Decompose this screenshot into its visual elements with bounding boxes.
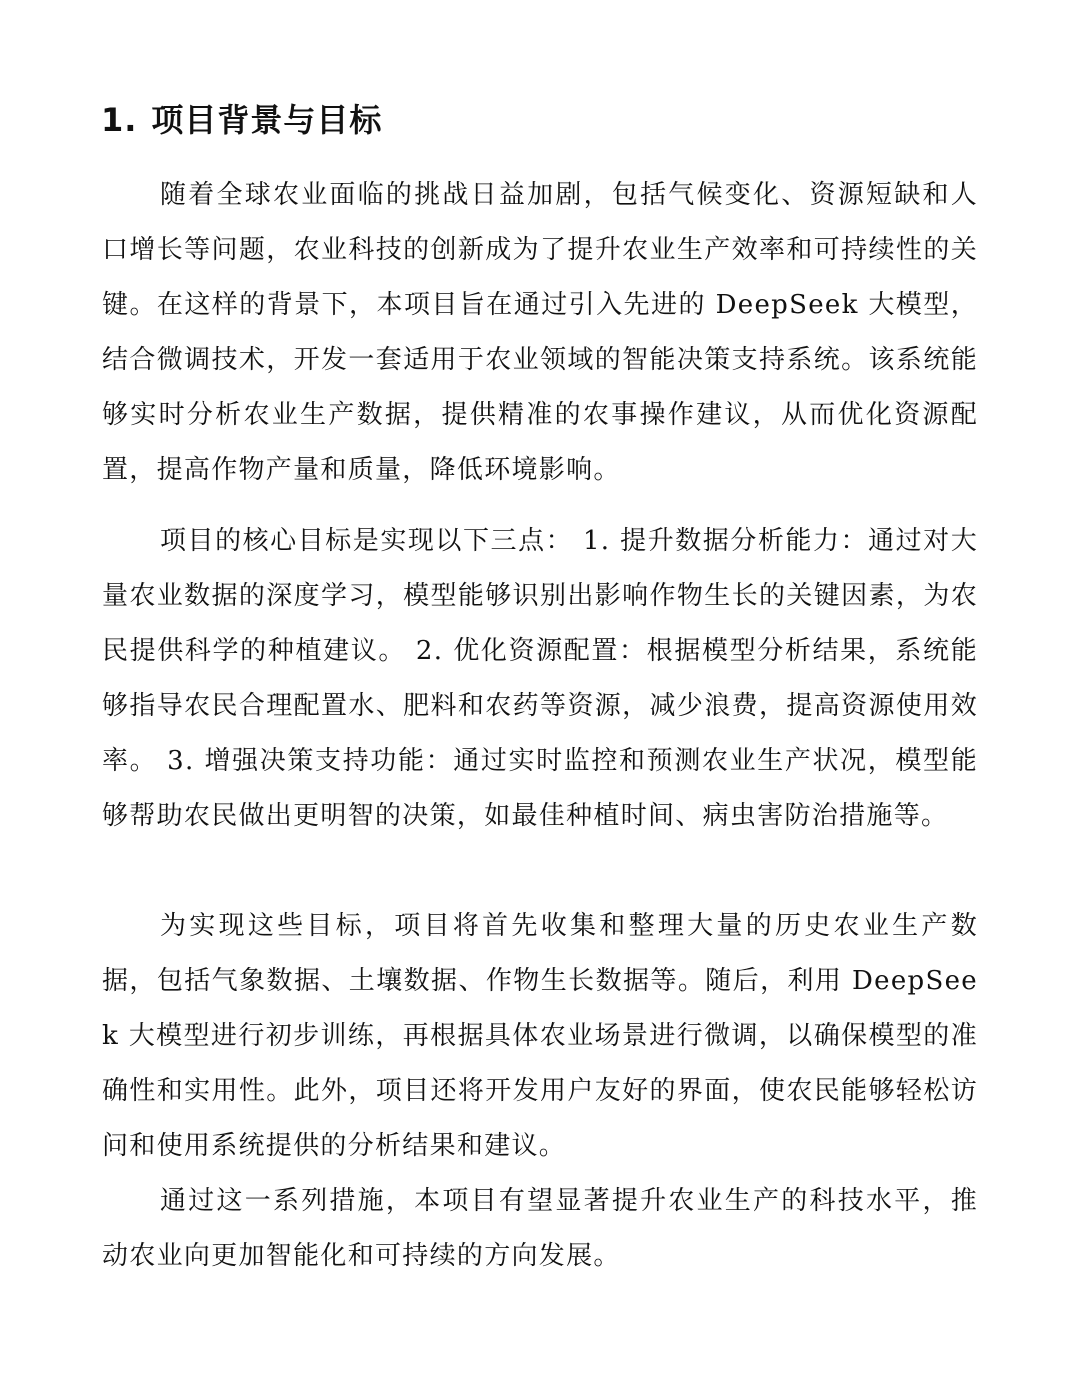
paragraph-conclusion [102,1174,978,1284]
paragraph: 随着全球农业面临的挑战日益加剧，包括气候变化、资源短缺和人口增长等问题，农业科技的创新成为了提升农业生产效率和可持续性的关键。在这样的背景下，本项目旨在通过引入先进的 DeepSeek 大模型，结合微调技术，开发一套适用于农业领域的智能决策支持系统。该系统能够实时分析农业生产数据，提供精准的农事操作建议，从而优化资源配置，提高作物产量和质量，降低环境影响。 [102,180,978,485]
section-number: 1. [101,101,138,139]
paragraph: 通过这一系列措施，本项目有望显著提升农业生产的科技水平，推动农业向更加智能化和可持续的方向发展。 [102,1186,978,1271]
section-heading [101,98,382,142]
paragraph: 项目的核心目标是实现以下三点： 1. 提升数据分析能力：通过对大量农业数据的深度学习，模型能够识别出影响作物生长的关键因素，为农民提供科学的种植建议。 2. 优化资源配置：根据模型分析结果，系统能够指导农民合理配置水、肥料和农药等资源，减少浪费，提高资源使用效率。 3. 增强决策支持功能：通过实时监控和预测农业生产状况，模型能够帮助农民做出更明智的决策，如最佳种植时间、病虫害防治措施等。 [102,526,978,831]
section-title: 项目背景与目标 [151,101,383,139]
paragraph-background [102,168,978,497]
paragraph: 为实现这些目标，项目将首先收集和整理大量的历史农业生产数据，包括气象数据、土壤数据、作物生长数据等。随后，利用 DeepSeek 大模型进行初步训练，再根据具体农业场景进行微调，以确保模型的准确性和实用性。此外，项目还将开发用户友好的界面，使农民能够轻松访问和使用系统提供的分析结果和建议。 [102,911,978,1161]
paragraph-plan [102,899,978,1174]
paragraph-goals [102,514,978,843]
